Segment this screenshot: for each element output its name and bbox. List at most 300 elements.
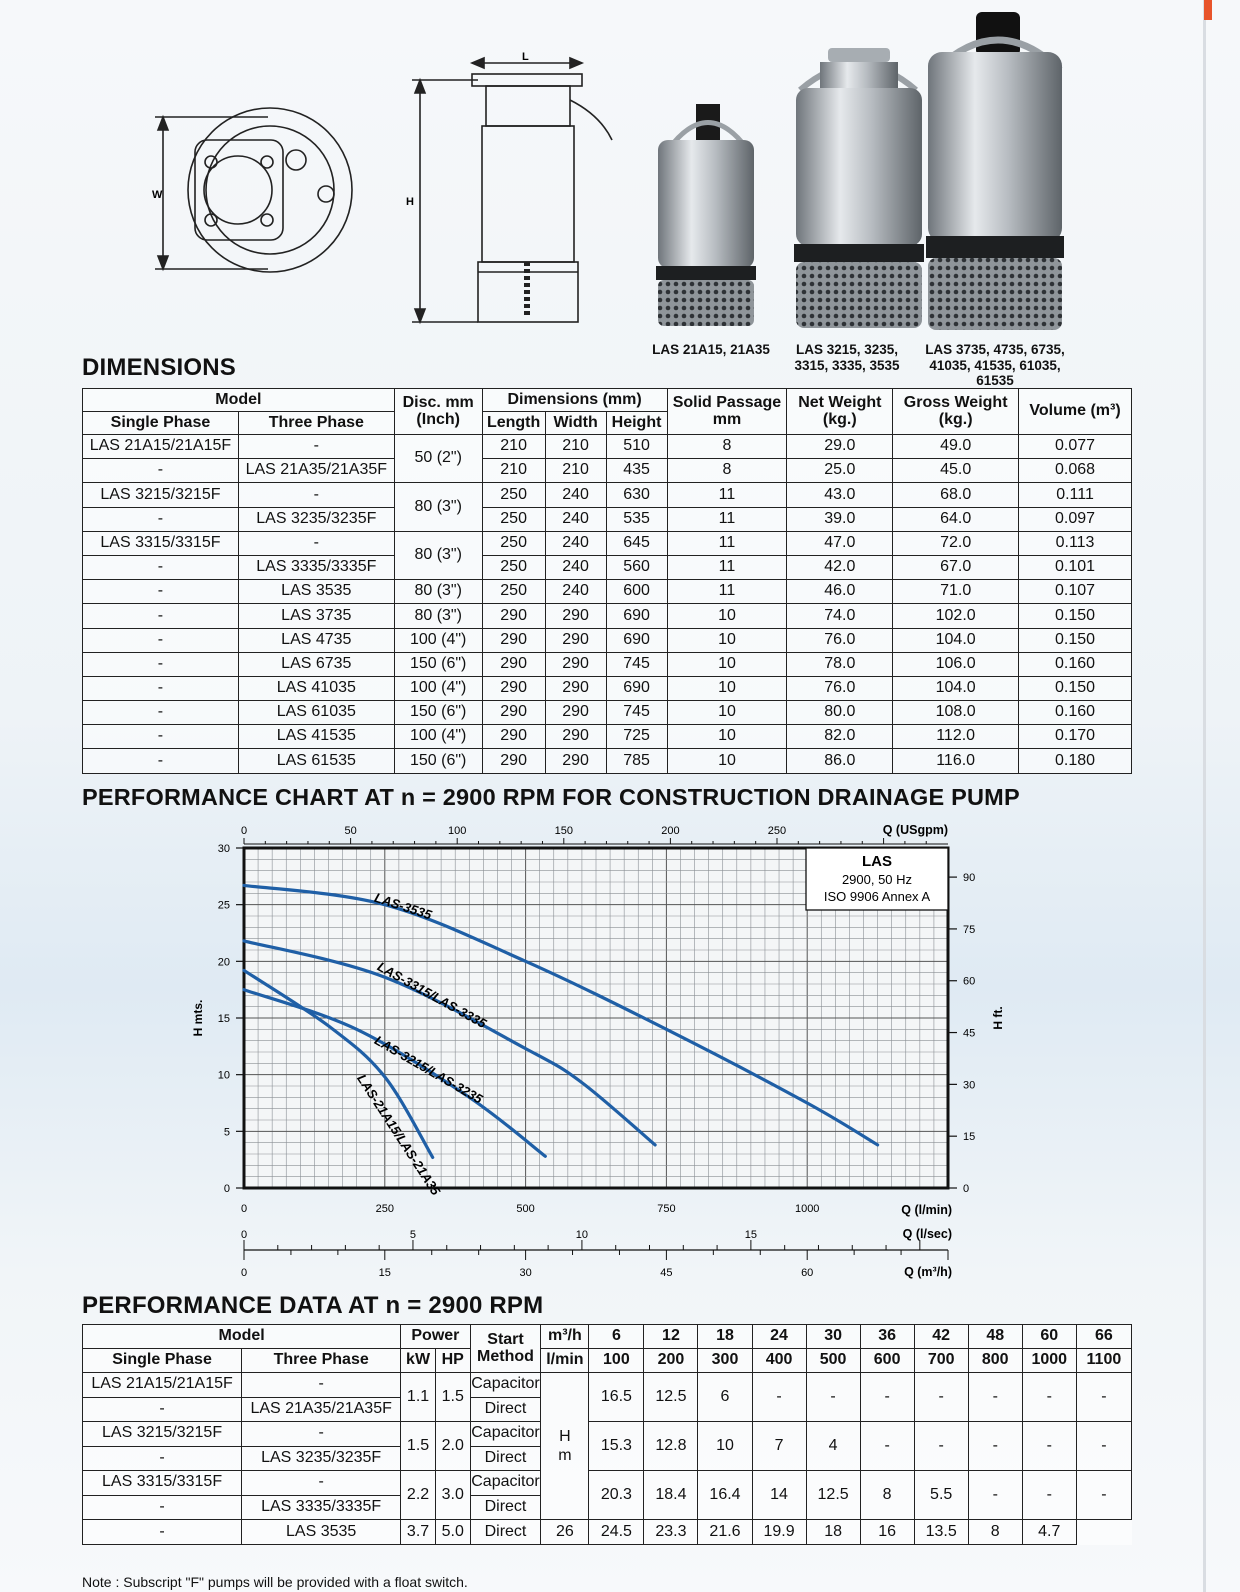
cell-height: 690	[606, 604, 667, 628]
cell-solid: 10	[667, 604, 787, 628]
caption-pump-medium: LAS 3215, 3235, 3315, 3335, 3535	[794, 342, 900, 373]
cell-net: 43.0	[787, 483, 893, 507]
perf-header-lmin: l/min	[541, 1349, 589, 1373]
cell-h-unit: H m	[541, 1373, 589, 1520]
cell-single: -	[83, 676, 239, 700]
cell-hp: 2.0	[435, 1422, 470, 1471]
cell-width: 290	[545, 701, 606, 725]
top-tick-label: 100	[448, 825, 467, 837]
y-tick-label: 20	[217, 956, 230, 969]
perf-lmin-cell: 300	[698, 1349, 752, 1373]
cell-head-value: -	[752, 1373, 806, 1422]
y2-tick-label: 90	[963, 872, 976, 885]
cell-length: 210	[482, 435, 545, 459]
legend-title: LAS	[862, 853, 892, 870]
cell-three: LAS 6735	[238, 652, 394, 676]
cell-height: 435	[606, 459, 667, 483]
dim-header-height: Height	[606, 412, 667, 435]
performance-title: PERFORMANCE DATA AT n = 2900 RPM	[82, 1292, 544, 1319]
series-label-0: LAS-3535	[372, 889, 434, 923]
m3h-tick-label: 30	[519, 1267, 532, 1279]
caption-pump-small: LAS 21A15, 21A35	[652, 342, 770, 357]
perf-header-kw: kW	[401, 1349, 436, 1373]
cell-disc: 150 (6")	[394, 701, 482, 725]
cell-three: LAS 3235/3235F	[238, 507, 394, 531]
cell-disc: 80 (3")	[394, 531, 482, 579]
cell-single: -	[83, 555, 239, 579]
cell-height: 560	[606, 555, 667, 579]
cell-single: -	[83, 652, 239, 676]
cell-length: 290	[482, 628, 545, 652]
cell-height: 785	[606, 749, 667, 773]
cell-solid: 10	[667, 628, 787, 652]
cell-solid: 11	[667, 507, 787, 531]
cell-gross: 72.0	[893, 531, 1019, 555]
cell-head-value: 19.9	[752, 1520, 806, 1545]
cell-volume: 0.107	[1019, 580, 1132, 604]
y2-tick-label: 45	[963, 1027, 976, 1040]
cell-width: 210	[545, 435, 606, 459]
cell-single: -	[83, 1446, 242, 1471]
dim-header-model: Model	[83, 389, 395, 412]
cell-single: -	[83, 1495, 242, 1520]
cell-single: -	[83, 628, 239, 652]
top-tick-label: 0	[240, 825, 248, 837]
cell-net: 76.0	[787, 676, 893, 700]
cell-head-value: -	[914, 1373, 968, 1422]
perf-header-power: Power	[401, 1325, 470, 1349]
perf-header-model: Model	[83, 1325, 401, 1349]
cell-solid: 10	[667, 725, 787, 749]
cell-three: LAS 4735	[238, 628, 394, 652]
dim-header-gross: Gross Weight (kg.)	[893, 389, 1019, 435]
cell-start: Direct	[470, 1446, 541, 1471]
cell-disc: 50 (2")	[394, 435, 482, 483]
cell-length: 290	[482, 749, 545, 773]
y-axis-label: H mts.	[191, 999, 205, 1037]
cell-net: 39.0	[787, 507, 893, 531]
cell-gross: 104.0	[893, 676, 1019, 700]
top-tick-label: 50	[344, 825, 357, 837]
cell-head-value: -	[1022, 1373, 1076, 1422]
cell-three: LAS 61035	[238, 701, 394, 725]
cell-height: 745	[606, 701, 667, 725]
perf-header-single: Single Phase	[83, 1349, 242, 1373]
cell-width: 240	[545, 580, 606, 604]
y-tick-label: 10	[217, 1069, 230, 1082]
series-label-1: LAS-3315/LAS-3335	[374, 958, 489, 1032]
cell-head-value: -	[1022, 1471, 1076, 1520]
cell-single: -	[83, 701, 239, 725]
cell-three: -	[242, 1373, 401, 1398]
cell-kw: 3.7	[401, 1520, 436, 1545]
perf-lmin-cell: 1000	[1022, 1349, 1076, 1373]
cell-head-value: -	[1076, 1373, 1131, 1422]
cell-head-value: 5.5	[914, 1471, 968, 1520]
cell-solid: 10	[667, 749, 787, 773]
cell-length: 250	[482, 507, 545, 531]
performance-table-body	[83, 1373, 1132, 1545]
cell-volume: 0.150	[1019, 604, 1132, 628]
cell-solid: 11	[667, 580, 787, 604]
m3h-tick-label: 45	[660, 1267, 673, 1279]
cell-kw: 1.1	[401, 1373, 436, 1422]
cell-head-value: -	[860, 1422, 914, 1471]
cell-head-value: 4.7	[1022, 1520, 1076, 1545]
perf-m3h-cell: 30	[806, 1325, 860, 1349]
cell-three: LAS 3735	[238, 604, 394, 628]
table-row	[83, 1373, 1132, 1398]
cell-disc: 150 (6")	[394, 652, 482, 676]
lsec-tick-label: 10	[575, 1229, 589, 1241]
cell-length: 250	[482, 483, 545, 507]
cell-head-value: -	[1076, 1422, 1131, 1471]
cell-width: 240	[545, 507, 606, 531]
perf-m3h-cell: 36	[860, 1325, 914, 1349]
chart-title: PERFORMANCE CHART AT n = 2900 RPM FOR CONSTRUCTION DRAINAGE PUMP	[82, 784, 1020, 810]
cell-net: 80.0	[787, 701, 893, 725]
cell-gross: 106.0	[893, 652, 1019, 676]
cell-hp: 5.0	[435, 1520, 470, 1545]
x-tick-label: 500	[516, 1203, 535, 1215]
perf-m3h-cell: 12	[644, 1325, 698, 1349]
cell-head-value: -	[968, 1422, 1022, 1471]
cell-net: 74.0	[787, 604, 893, 628]
cell-volume: 0.150	[1019, 676, 1132, 700]
cell-net: 78.0	[787, 652, 893, 676]
cell-gross: 108.0	[893, 701, 1019, 725]
cell-head-value: -	[860, 1373, 914, 1422]
cell-height: 690	[606, 628, 667, 652]
cell-disc: 80 (3")	[394, 483, 482, 531]
cell-solid: 11	[667, 531, 787, 555]
cell-start: Direct	[470, 1495, 541, 1520]
cell-length: 290	[482, 701, 545, 725]
cell-volume: 0.160	[1019, 701, 1132, 725]
dim-header-width: Width	[545, 412, 606, 435]
top-tick-label: 150	[554, 825, 573, 837]
legend-line-1: 2900, 50 Hz	[841, 872, 913, 887]
perf-m3h-cell: 60	[1022, 1325, 1076, 1349]
cell-head-value: 14	[752, 1471, 806, 1520]
cell-single: LAS 3215/3215F	[83, 1422, 242, 1447]
cell-net: 76.0	[787, 628, 893, 652]
cell-gross: 64.0	[893, 507, 1019, 531]
cell-volume: 0.097	[1019, 507, 1132, 531]
cell-three: LAS 3535	[242, 1520, 401, 1545]
cell-width: 240	[545, 483, 606, 507]
cell-kw: 1.5	[401, 1422, 436, 1471]
m3h-tick-label: 60	[801, 1267, 814, 1279]
cell-width: 290	[545, 628, 606, 652]
cell-head-value: 8	[860, 1471, 914, 1520]
cell-three: -	[242, 1471, 401, 1496]
cell-head-value: 16.4	[698, 1471, 752, 1520]
cell-length: 290	[482, 604, 545, 628]
dim-header-disc: Disc. mm (Inch)	[394, 389, 482, 435]
perf-header-m3h: m³/h	[541, 1325, 589, 1349]
cell-length: 290	[482, 652, 545, 676]
y2-tick-label: 0	[963, 1183, 970, 1195]
cell-single: -	[83, 1397, 242, 1422]
perf-lmin-cell: 400	[752, 1349, 806, 1373]
cell-three: LAS 21A35/21A35F	[242, 1397, 401, 1422]
cell-net: 46.0	[787, 580, 893, 604]
x-axis-label: Q (l/min)	[901, 1203, 952, 1217]
cell-head-value: -	[806, 1373, 860, 1422]
cell-gross: 116.0	[893, 749, 1019, 773]
y2-tick-label: 60	[963, 975, 976, 988]
perf-m3h-cell: 48	[968, 1325, 1022, 1349]
cell-solid: 8	[667, 459, 787, 483]
cell-single: -	[83, 580, 239, 604]
cell-solid: 10	[667, 701, 787, 725]
cell-head-value: 24.5	[589, 1520, 644, 1545]
cell-volume: 0.180	[1019, 749, 1132, 773]
x-tick-label: 750	[657, 1203, 676, 1215]
y-tick-label: 15	[217, 1013, 230, 1025]
cell-three: LAS 3235/3235F	[242, 1446, 401, 1471]
dim-header-net: Net Weight (kg.)	[787, 389, 893, 435]
cell-head-value: 13.5	[914, 1520, 968, 1545]
cell-height: 690	[606, 676, 667, 700]
width-label: W	[152, 189, 163, 201]
table-row	[83, 1520, 1132, 1545]
cell-kw: 2.2	[401, 1471, 436, 1520]
cell-net: 42.0	[787, 555, 893, 579]
cell-start: Direct	[470, 1520, 541, 1545]
cell-head-value: -	[914, 1422, 968, 1471]
cell-disc: 100 (4")	[394, 628, 482, 652]
cell-three: LAS 3535	[238, 580, 394, 604]
cell-volume: 0.113	[1019, 531, 1132, 555]
cell-width: 290	[545, 652, 606, 676]
dim-header-length: Length	[482, 412, 545, 435]
cell-single: -	[83, 749, 239, 773]
cell-volume: 0.150	[1019, 628, 1132, 652]
cell-three: LAS 61535	[238, 749, 394, 773]
cell-volume: 0.160	[1019, 652, 1132, 676]
cell-head-value: -	[968, 1373, 1022, 1422]
perf-header-start: Start Method	[470, 1325, 541, 1373]
cell-length: 210	[482, 459, 545, 483]
cell-start: Capacitor	[470, 1422, 541, 1447]
dim-header-three: Three Phase	[238, 412, 394, 435]
cell-gross: 102.0	[893, 604, 1019, 628]
lsec-tick-label: 5	[409, 1229, 417, 1241]
perf-m3h-cell: 6	[589, 1325, 644, 1349]
y-tick-label: 0	[223, 1183, 230, 1195]
perf-m3h-cell: 42	[914, 1325, 968, 1349]
perf-m3h-cell: 24	[752, 1325, 806, 1349]
cell-head-value: -	[1076, 1471, 1131, 1520]
cell-net: 25.0	[787, 459, 893, 483]
perf-lmin-cell: 100	[589, 1349, 644, 1373]
cell-three: LAS 3335/3335F	[238, 555, 394, 579]
cell-three: -	[238, 483, 394, 507]
cell-height: 630	[606, 483, 667, 507]
m3h-axis-label: Q (m³/h)	[904, 1265, 952, 1279]
cell-single: -	[83, 604, 239, 628]
cell-head-value: 7	[752, 1422, 806, 1471]
cell-head-value: -	[968, 1471, 1022, 1520]
perf-lmin-cell: 200	[644, 1349, 698, 1373]
cell-height: 645	[606, 531, 667, 555]
cell-head-value: 16	[860, 1520, 914, 1545]
dim-header-solid: Solid Passage mm	[667, 389, 787, 435]
lsec-tick-label: 0	[240, 1229, 248, 1241]
cell-solid: 10	[667, 676, 787, 700]
cell-head-value: 10	[698, 1422, 752, 1471]
dim-header-single: Single Phase	[83, 412, 239, 435]
cell-single: LAS 3215/3215F	[83, 483, 239, 507]
length-label: L	[522, 51, 529, 63]
cell-width: 210	[545, 459, 606, 483]
x-tick-label: 250	[375, 1203, 394, 1215]
cell-single: -	[83, 725, 239, 749]
footnote: Note : Subscript "F" pumps will be provided with a float switch.	[82, 1574, 468, 1590]
cell-disc: 150 (6")	[394, 749, 482, 773]
cell-single: -	[83, 459, 239, 483]
height-label: H	[406, 196, 414, 208]
cell-gross: 45.0	[893, 459, 1019, 483]
y-tick-label: 5	[223, 1126, 230, 1139]
cell-single: LAS 3315/3315F	[83, 531, 239, 555]
cell-start: Direct	[470, 1397, 541, 1422]
cell-three: LAS 21A35/21A35F	[238, 459, 394, 483]
cell-length: 250	[482, 555, 545, 579]
cell-length: 250	[482, 580, 545, 604]
cell-single: LAS 21A15/21A15F	[83, 435, 239, 459]
cell-height: 725	[606, 725, 667, 749]
cell-gross: 67.0	[893, 555, 1019, 579]
cell-single: LAS 3315/3315F	[83, 1471, 242, 1496]
cell-volume: 0.111	[1019, 483, 1132, 507]
cell-height: 600	[606, 580, 667, 604]
cell-head-value: 20.3	[589, 1471, 644, 1520]
legend-line-2: ISO 9906 Annex A	[823, 889, 931, 904]
perf-m3h-cell: 66	[1076, 1325, 1131, 1349]
dimensions-title: DIMENSIONS	[82, 354, 237, 381]
cell-solid: 11	[667, 483, 787, 507]
lsec-axis-label: Q (l/sec)	[902, 1227, 952, 1241]
cell-head-value: 12.5	[806, 1471, 860, 1520]
cell-width: 240	[545, 555, 606, 579]
x-tick-label: 1000	[794, 1203, 820, 1215]
performance-table	[82, 1324, 1132, 1545]
cell-height: 745	[606, 652, 667, 676]
cell-single: -	[83, 1520, 242, 1545]
cell-volume: 0.170	[1019, 725, 1132, 749]
cell-volume: 0.077	[1019, 435, 1132, 459]
caption-pump-large: LAS 3735, 4735, 6735, 41035, 41535, 61035, 61535	[925, 342, 1065, 389]
cell-head-value: 4	[806, 1422, 860, 1471]
cell-three: LAS 3335/3335F	[242, 1495, 401, 1520]
cell-three: LAS 41035	[238, 676, 394, 700]
perf-header-hp: HP	[435, 1349, 470, 1373]
cell-head-value: 21.6	[698, 1520, 752, 1545]
cell-gross: 49.0	[893, 435, 1019, 459]
perf-lmin-cell: 700	[914, 1349, 968, 1373]
cell-gross: 68.0	[893, 483, 1019, 507]
perf-lmin-cell: 500	[806, 1349, 860, 1373]
perf-lmin-cell: 1100	[1076, 1349, 1131, 1373]
cell-height: 510	[606, 435, 667, 459]
cell-net: 29.0	[787, 435, 893, 459]
cell-volume: 0.068	[1019, 459, 1132, 483]
cell-three: -	[238, 435, 394, 459]
cell-solid: 8	[667, 435, 787, 459]
cell-head-value: 26	[541, 1520, 589, 1545]
cell-width: 240	[545, 531, 606, 555]
cell-hp: 3.0	[435, 1471, 470, 1520]
table-row	[83, 1471, 1132, 1496]
lsec-tick-label: 15	[744, 1229, 758, 1241]
cell-width: 290	[545, 676, 606, 700]
cell-head-value: 12.5	[644, 1373, 698, 1422]
cell-single: -	[83, 507, 239, 531]
y2-tick-label: 75	[963, 923, 976, 936]
cell-head-value: 18.4	[644, 1471, 698, 1520]
cell-head-value: 18	[806, 1520, 860, 1545]
cell-three: LAS 41535	[238, 725, 394, 749]
cell-width: 290	[545, 604, 606, 628]
y-tick-label: 30	[217, 843, 230, 855]
cell-width: 290	[545, 725, 606, 749]
cell-net: 47.0	[787, 531, 893, 555]
top-tick-label: 200	[661, 825, 680, 837]
cell-disc: 100 (4")	[394, 725, 482, 749]
x-tick-label: 0	[240, 1203, 248, 1215]
cell-head-value: 15.3	[589, 1422, 644, 1471]
table-row	[83, 1422, 1132, 1447]
dim-header-volume: Volume (m³)	[1019, 389, 1132, 435]
cell-gross: 112.0	[893, 725, 1019, 749]
cell-width: 290	[545, 749, 606, 773]
cell-net: 82.0	[787, 725, 893, 749]
cell-head-value: 23.3	[644, 1520, 698, 1545]
cell-disc: 80 (3")	[394, 580, 482, 604]
cell-gross: 104.0	[893, 628, 1019, 652]
series-label-3: LAS-21A15/LAS-21A35	[354, 1071, 444, 1198]
perf-lmin-cell: 600	[860, 1349, 914, 1373]
cell-height: 535	[606, 507, 667, 531]
cell-three: -	[238, 531, 394, 555]
cell-net: 86.0	[787, 749, 893, 773]
y2-tick-label: 30	[963, 1079, 976, 1092]
perf-m3h-cell: 18	[698, 1325, 752, 1349]
cell-start: Capacitor	[470, 1471, 541, 1496]
m3h-tick-label: 0	[240, 1267, 248, 1279]
cell-volume: 0.101	[1019, 555, 1132, 579]
top-tick-label: 250	[767, 825, 787, 837]
cell-length: 290	[482, 676, 545, 700]
y2-axis-label: H ft.	[991, 1006, 1005, 1030]
cell-start: Capacitor	[470, 1373, 541, 1398]
perf-lmin-cell: 800	[968, 1349, 1022, 1373]
dim-header-dimensions: Dimensions (mm)	[482, 389, 667, 412]
series-label-2: LAS-3215/LAS-3235	[372, 1032, 486, 1107]
m3h-tick-label: 15	[378, 1267, 391, 1279]
cell-disc: 80 (3")	[394, 604, 482, 628]
cell-solid: 11	[667, 555, 787, 579]
cell-length: 290	[482, 725, 545, 749]
perf-header-three: Three Phase	[242, 1349, 401, 1373]
cell-gross: 71.0	[893, 580, 1019, 604]
cell-head-value: 12.8	[644, 1422, 698, 1471]
cell-head-value: -	[1022, 1422, 1076, 1471]
y-tick-label: 25	[217, 899, 230, 912]
